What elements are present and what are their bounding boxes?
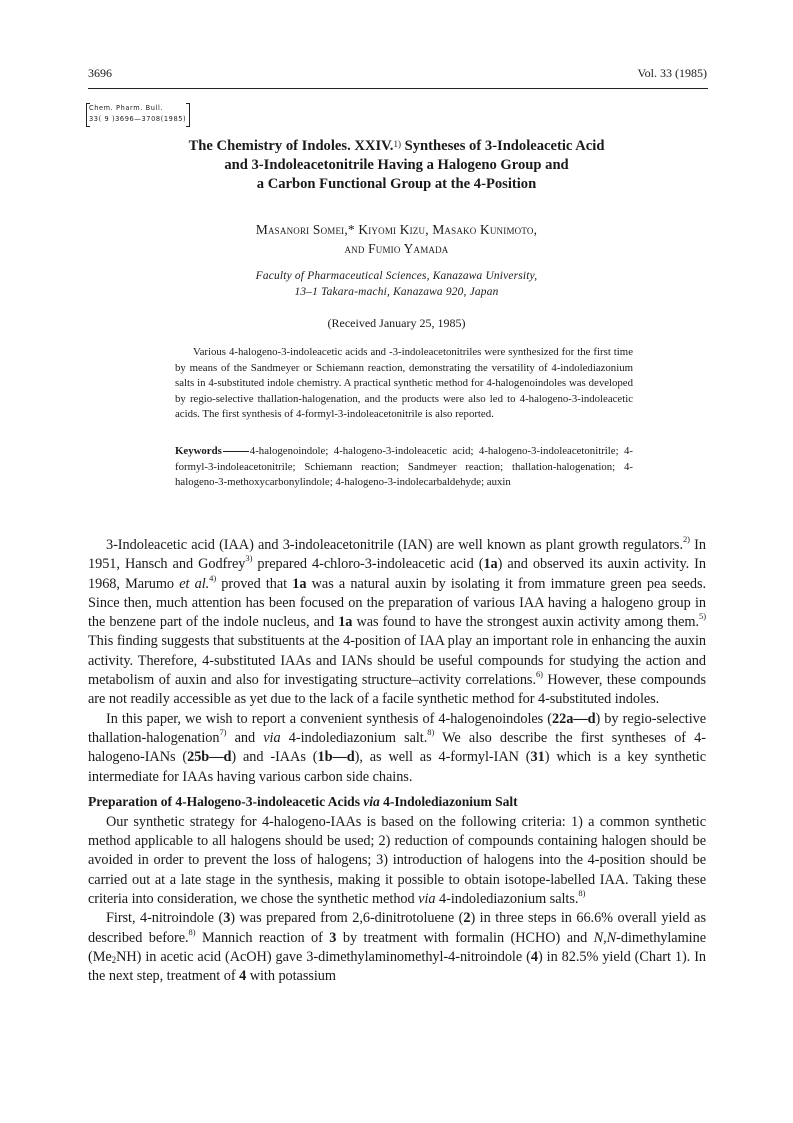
reference-marker: 8): [188, 926, 196, 937]
compound-label: 3: [223, 910, 231, 927]
reference-marker: 7): [219, 726, 227, 737]
title-line-1: [100, 137, 693, 156]
journal-citation: [89, 103, 186, 124]
compound-label: 2: [463, 910, 471, 927]
body-text: [88, 536, 706, 987]
reference-marker: 6): [535, 669, 543, 680]
title-line-3: a Carbon Functional Group at the 4-Position: [256, 176, 537, 192]
paragraph-3: Our synthetic strategy for 4-halogeno-IAAs is based on the following criteria: 1) a common synthetic method applicable to all halogens should be used; 2) reduction of compounds containing halogen should be avoided in order to prevent the loss of halogens; 3) introduction of halogens into the 4-position should be carried out at a late stage in the synthesis, making it possible to obtain isotope-labelled IAA. Taking these criteria into consideration, we chose the synthetic method via 4-indolediazonium salts.$^{8)}$: [88, 813, 706, 908]
citation-journal: Chem. Pharm. Bull.: [89, 104, 164, 112]
reference-marker: 2): [682, 534, 690, 544]
received-date: (Received January 25, 1985): [327, 316, 466, 330]
reference-marker: 4): [209, 572, 217, 583]
keywords-dash: [223, 451, 249, 452]
compound-label: 4: [530, 948, 538, 965]
compound-label: 31: [530, 749, 545, 766]
citation-volume-pages: 33( 9 )3696—3708(1985): [89, 114, 187, 123]
compound-label: 22a—d: [552, 710, 596, 727]
keywords-label: Keywords: [175, 445, 222, 457]
paragraph-1: 3-Indoleacetic acid (IAA) and 3-indoleacetonitrile (IAN) are well known as plant growth regulators.$^{2)}$ In 1951, Hansch and Godfrey$^{3)}$ prepared 4-chloro-3-indoleacetic acid (1a) and observed its auxin activity. In 1968, Marumo et al.$^{4)}$ proved that 1a was a natural auxin by isolating it from immature green pea seeds. Since then, much attention has been focused on the preparation of various IAA having a halogeno group in the benzene part of the indole nucleus, and 1a was found to have the strongest auxin activity among them.$^{5)}$ This finding suggests that substituents at the 4-position of IAA play an important role in enhancing the auxin activity. Therefore, 4-substituted IAAs and IANs should be useful compounds for studying the action and metabolism of auxin and also for investigating structure–activity correlations.$^{6)}$ However, these compounds are not readily accessible as yet due to the lack of a facile synthetic method for 4-substituted indoles.: [88, 534, 706, 708]
reference-marker: 8): [427, 726, 435, 737]
compound-label: 25b—d: [187, 749, 232, 766]
author-list: [100, 220, 693, 258]
header-rule: [88, 88, 708, 89]
compound-label: 1a: [483, 556, 498, 573]
reference-marker: 3): [245, 553, 253, 564]
compound-label: 1a: [338, 614, 353, 631]
title-ref: 1): [393, 139, 401, 149]
authors-line-1: Masanori Somei,* Kiyomi Kizu, Masako Kunimoto,: [255, 222, 538, 237]
reference-marker: 5): [699, 611, 706, 622]
paragraph-2: In this paper, we wish to report a convenient synthesis of 4-halogenoindoles (22a—d) by regio-selective thallation-halogenation$^{7)}$ and via 4-indolediazonium salt.$^{8)}$ We also describe the first syntheses of 4-halogeno-IANs (25b—d) and -IAAs (1b—d), as well as 4-formyl-IAN (31) which is a key synthetic intermediate for IAAs having various carbon side chains.: [88, 710, 707, 785]
compound-label: 1b—d: [317, 749, 355, 766]
page-number: 3696: [88, 66, 112, 80]
title-series: The Chemistry of Indoles. XXIV.: [188, 138, 394, 154]
affiliation: [100, 268, 693, 300]
paragraph-4: First, 4-nitroindole (3) was prepared from 2,6-dinitrotoluene (2) in three steps in 66.6% overall yield as described before.$^{8)}$ Mannich reaction of 3 by treatment with formalin (HCHO) and N,N-dimethylamine $(Me_2NH)$ in acetic acid (AcOH) gave 3-dimethylaminomethyl-4-nitroindole (4) in 82.5% yield (Chart 1). In the next step, treatment of 4 with potassium: [88, 910, 706, 985]
reference-marker: 8): [578, 888, 586, 899]
compound-label: 3: [329, 929, 337, 946]
section-heading: Preparation of 4-Halogeno-3-indoleacetic Acids via 4-Indolediazonium Salt: [88, 793, 518, 809]
volume-label: Vol. 33 (1985): [637, 66, 707, 80]
keywords: [175, 444, 633, 491]
article-title: [100, 137, 693, 194]
compound-label: 4: [239, 968, 247, 985]
abstract: Various 4-halogeno-3-indoleacetic acids and -3-indoleacetonitriles were synthesized for the first time by means of the Sandmeyer or Schiemann reaction, demonstrating the versatility of 4-indolediazonium salts in 4-substituted indole chemistry. A practical synthetic method for 4-halogenoindoles was developed by regio-selective thallation-halogenation, and the products were also led to 4-halogeno-3-indoleacetic acids. The first synthesis of 4-formyl-3-indoleacetonitrile is also reported.: [175, 346, 633, 421]
affiliation-line-2: 13–1 Takara-machi, Kanazawa 920, Japan: [294, 286, 499, 298]
authors-line-2: and Fumio Yamada: [344, 241, 449, 256]
title-main: Syntheses of 3-Indoleacetic Acid: [400, 138, 605, 154]
keywords-text: 4-halogenoindole; 4-halogeno-3-indoleacetic acid; 4-halogeno-3-indoleacetonitrile; 4-formyl-3-indoleacetonitrile; Schiemann reaction; Sandmeyer reaction; thallation-halogenation; 4-halogeno-3-methoxycarbonylindole; 4-halogeno-3-indolecarbaldehyde; auxin: [175, 445, 633, 489]
citation-bracket-right: [186, 103, 190, 127]
citation-bracket-left: [86, 103, 90, 127]
title-line-2: and 3-Indoleacetonitrile Having a Halogeno Group and: [224, 157, 569, 173]
compound-label: 1a: [292, 575, 307, 592]
affiliation-line-1: Faculty of Pharmaceutical Sciences, Kanazawa University,: [255, 270, 538, 282]
